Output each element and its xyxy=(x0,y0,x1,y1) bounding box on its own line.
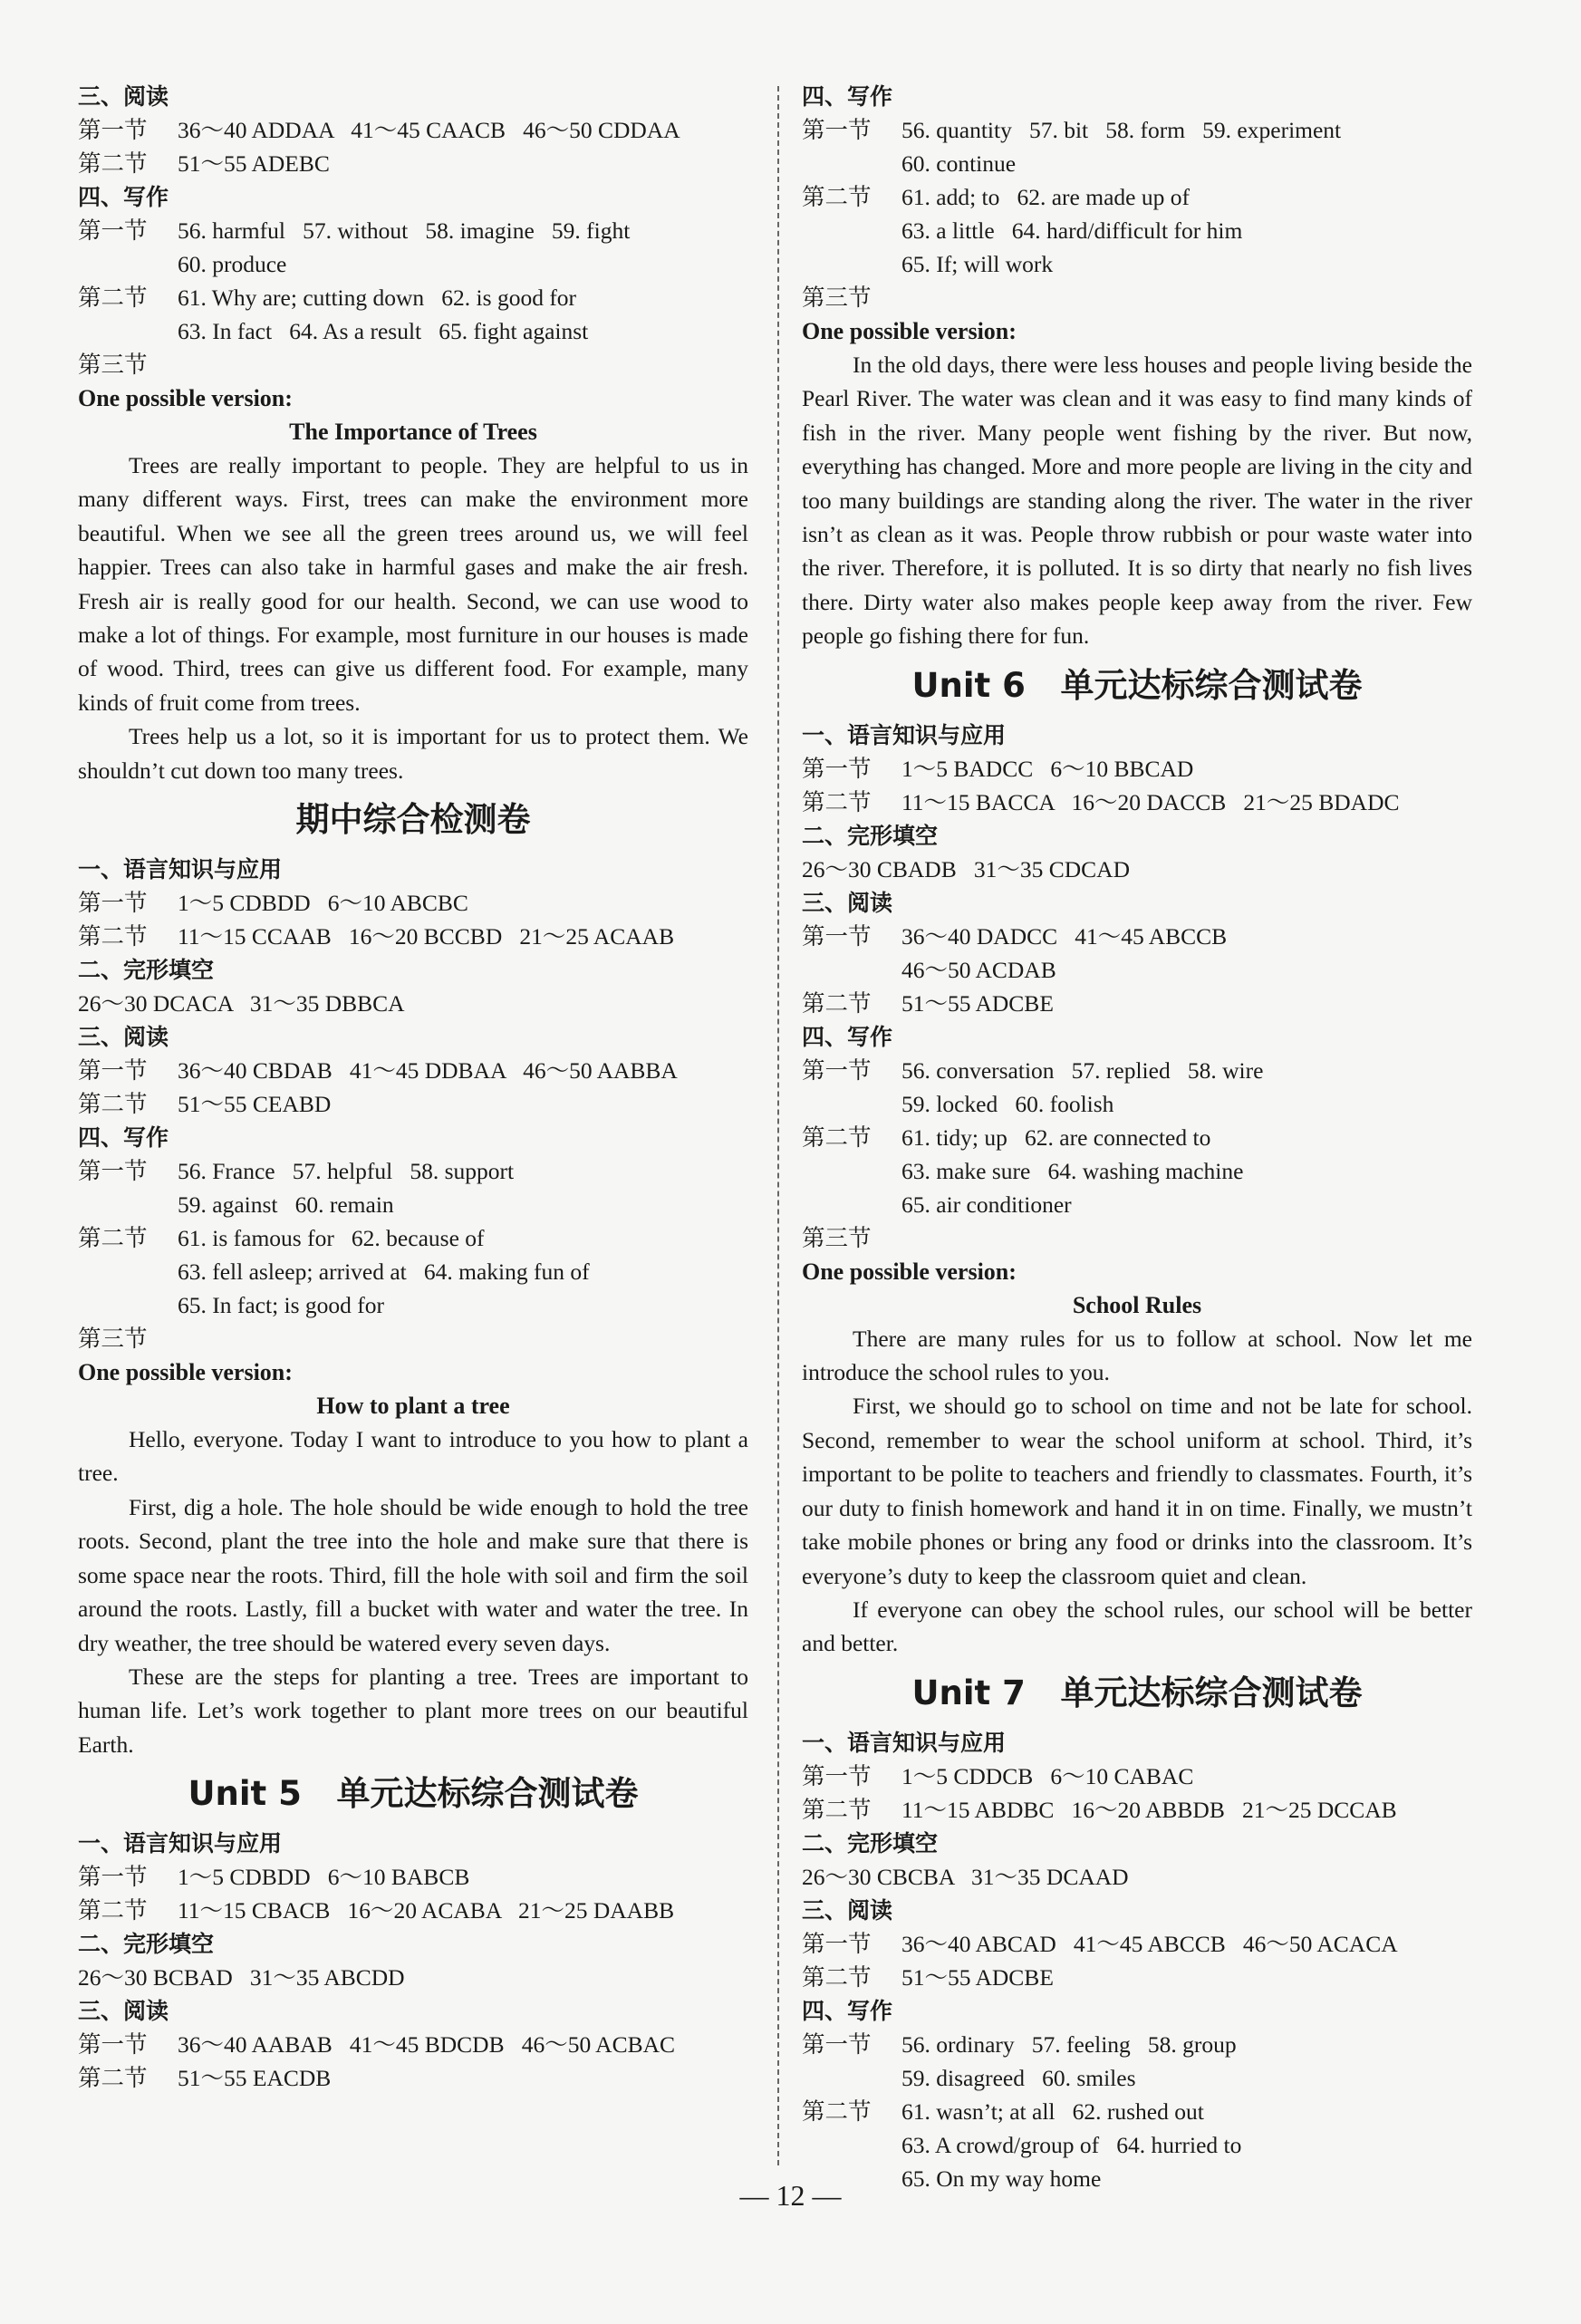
answers: 51～55 ADCBE xyxy=(901,989,1054,1017)
essay-paragraph: Trees are really important to people. They are helpful to us in many different ways. First, trees can make the environment more beautiful. When we see all the green trees around us, we will feel happier. Trees can also take in harmful gases and make the air fresh. Fresh air is really good for our health. Second, we can use wood to make a lot of things. For example, most furniture in our houses is made of wood. Third, trees can give us different food. For example, many kinds of fruit come from trees. xyxy=(78,452,748,716)
answer-line xyxy=(78,1221,748,1255)
part-label: 第二节 xyxy=(802,1123,872,1151)
answers: 56. quantity 57. bit 58. form 59. experiment xyxy=(901,117,1342,143)
answers: 56. conversation 57. replied 58. wire xyxy=(901,1056,1264,1084)
answer-line xyxy=(78,2061,748,2095)
part-label: 第二节 xyxy=(802,184,872,210)
section-title: Unit 7 单元达标综合测试卷 xyxy=(911,1673,1363,1712)
answers: 1～5 BADCC 6～10 BBCAD xyxy=(901,755,1194,782)
answers: 1～5 CDBDD 6～10 ABCBC xyxy=(178,890,468,917)
part-label: 第一节 xyxy=(802,1930,872,1957)
part-label: 第一节 xyxy=(78,117,148,143)
answer-line xyxy=(802,180,1472,214)
essay-paragraph: First, dig a hole. The hole should be wide enough to hold the tree roots. Second, plant the tree into the hole and make sure that there is some space near the roots. Third, fill the hole with soil and firm the soil around the roots. Lastly, fill a bucket with water and water the tree. In dry weather, the tree should be watered every seven days. xyxy=(78,1493,748,1656)
section-heading: 三、阅读 xyxy=(802,1896,893,1924)
answer-line xyxy=(78,1894,748,1927)
page-number: — 12 — xyxy=(739,2179,842,2212)
section-heading: 三、阅读 xyxy=(78,83,169,110)
part-label: 第二节 xyxy=(78,150,148,177)
right-column xyxy=(802,80,1472,2195)
answer-line: 26～30 DCACA 31～35 DBBCA xyxy=(78,990,405,1017)
answers: 36～40 AABAB 41～45 BDCDB 46～50 ACBAC xyxy=(178,2031,676,2059)
part-label: 第一节 xyxy=(78,217,148,244)
part-label: 第二节 xyxy=(78,1897,148,1924)
section-heading: 三、阅读 xyxy=(78,1024,169,1051)
answer-line: 63. make sure 64. washing machine xyxy=(901,1157,1244,1184)
answer-line xyxy=(802,786,1472,819)
part-label: 第一节 xyxy=(802,2030,872,2058)
answer-line: 65. air conditioner xyxy=(901,1191,1072,1218)
answers: 61. wasn’t; at all 62. rushed out xyxy=(901,2097,1204,2125)
possible-version-label: One possible version: xyxy=(78,385,293,411)
essay-paragraph: If everyone can obey the school rules, our school will be better and better. xyxy=(802,1596,1472,1657)
answer-line: 59. against 60. remain xyxy=(178,1191,394,1219)
column-divider xyxy=(777,86,779,2165)
answer-line xyxy=(802,2095,1472,2128)
answer-line xyxy=(802,752,1472,786)
section-heading: 一、语言知识与应用 xyxy=(78,856,283,883)
part-label: 第一节 xyxy=(802,1056,872,1084)
answer-line xyxy=(802,920,1472,953)
section-heading: 四、写作 xyxy=(78,184,169,210)
answers: 61. Why are; cutting down 62. is good for xyxy=(178,284,577,311)
answer-line: 63. a little 64. hard/difficult for him xyxy=(901,217,1243,244)
possible-version-label: One possible version: xyxy=(802,318,1017,344)
part-label: 第一节 xyxy=(802,922,872,950)
answer-line: 63. A crowd/group of 64. hurried to xyxy=(901,2131,1242,2158)
part-label: 第一节 xyxy=(78,1864,148,1891)
answer-line: 26～30 BCBAD 31～35 ABCDD xyxy=(78,1964,405,1991)
part-label: 第一节 xyxy=(78,1158,148,1185)
answers: 51～55 CEABD xyxy=(178,1091,332,1118)
part-label: 第二节 xyxy=(802,1963,872,1991)
part-label: 第三节 xyxy=(78,1326,148,1353)
left-column xyxy=(78,80,748,2095)
part-label: 第一节 xyxy=(78,2031,148,2059)
answers: 11～15 BACCA 16～20 DACCB 21～25 BDADC xyxy=(901,788,1400,815)
answer-line: 59. locked 60. foolish xyxy=(901,1090,1114,1117)
section-heading: 二、完形填空 xyxy=(802,1829,939,1856)
answers: 51～55 ADCBE xyxy=(901,1963,1054,1991)
answer-line xyxy=(802,1054,1472,1087)
answer-line xyxy=(78,1054,748,1087)
answers: 11～15 CCAAB 16～20 BCCBD 21～25 ACAAB xyxy=(178,923,675,950)
essay-paragraph: Trees help us a lot, so it is important for us to protect them. We shouldn’t cut down too many trees. xyxy=(78,723,748,784)
answers: 61. add; to 62. are made up of xyxy=(901,184,1190,210)
answers: 51～55 ADEBC xyxy=(178,150,330,177)
section-heading: 四、写作 xyxy=(802,1997,893,2024)
answers: 36～40 CBDAB 41～45 DDBAA 46～50 AABBA xyxy=(178,1057,678,1085)
essay-title: School Rules xyxy=(1072,1291,1202,1318)
answers: 56. ordinary 57. feeling 58. group xyxy=(901,2030,1237,2058)
answers: 36～40 ADDAA 41～45 CAACB 46～50 CDDAA xyxy=(178,117,680,143)
answer-line xyxy=(802,2028,1472,2061)
answer-line: 59. disagreed 60. smiles xyxy=(901,2064,1136,2091)
essay-paragraph: First, we should go to school on time and not be late for school. Second, remember to wear the school uniform at school. Third, it’s important to be polite to teachers and friendly to classmates. Fourth, it’s our duty to finish homework and hand it in on time. Finally, we mustn’t take mobile phones or bring any food or drinks into the classroom. It’s everyone’s duty to keep the classroom quiet and clean. xyxy=(802,1393,1472,1589)
answer-line xyxy=(78,886,748,920)
section-heading: 二、完形填空 xyxy=(78,1931,215,1958)
answers: 36～40 ABCAD 41～45 ABCCB 46～50 ACACA xyxy=(901,1930,1398,1957)
part-label: 第一节 xyxy=(78,1057,148,1085)
answer-line xyxy=(802,1760,1472,1793)
answer-line xyxy=(78,920,748,953)
answer-line xyxy=(78,281,748,314)
answer-line: 26～30 CBADB 31～35 CDCAD xyxy=(802,855,1130,882)
answers: 36～40 DADCC 41～45 ABCCB xyxy=(901,922,1228,950)
section-title: Unit 5 单元达标综合测试卷 xyxy=(188,1774,639,1814)
answer-line xyxy=(78,1860,748,1894)
answer-line: 60. produce xyxy=(178,251,287,277)
essay-title: How to plant a tree xyxy=(316,1393,510,1420)
possible-version-label: One possible version: xyxy=(802,1258,1017,1285)
answer-line xyxy=(78,1154,748,1188)
answer-line xyxy=(802,1927,1472,1961)
answers: 1～5 CDBDD 6～10 BABCB xyxy=(178,1864,470,1891)
section-heading: 一、语言知识与应用 xyxy=(78,1830,283,1857)
section-title: 期中综合检测卷 xyxy=(295,800,531,840)
answers: 1～5 CDDCB 6～10 CABAC xyxy=(901,1762,1194,1789)
answers: 51～55 EACDB xyxy=(178,2065,332,2092)
answer-line: 65. If; will work xyxy=(901,251,1054,277)
section-heading: 一、语言知识与应用 xyxy=(802,1729,1007,1756)
part-label: 第一节 xyxy=(802,755,872,782)
answer-line xyxy=(78,2028,748,2061)
answers: 11～15 ABDBC 16～20 ABBDB 21～25 DCCAB xyxy=(901,1796,1397,1823)
essay-paragraph: These are the steps for planting a tree. Trees are important to human life. Let’s work together to plant more trees on our beautiful Earth. xyxy=(78,1663,748,1758)
answer-line: 63. fell asleep; arrived at 64. making fun of xyxy=(178,1258,590,1286)
answers: 61. is famous for 62. because of xyxy=(178,1225,485,1252)
section-heading: 二、完形填空 xyxy=(78,957,215,984)
answer-line: 26～30 CBCBA 31～35 DCAAD xyxy=(802,1863,1129,1890)
part-label: 第二节 xyxy=(78,1225,148,1252)
section-heading: 四、写作 xyxy=(78,1124,169,1152)
part-label: 第二节 xyxy=(802,989,872,1017)
answer-line xyxy=(78,113,748,147)
answer-line: 65. On my way home xyxy=(901,2165,1102,2192)
answer-line xyxy=(78,1087,748,1121)
section-title: Unit 6 单元达标综合测试卷 xyxy=(911,665,1363,705)
part-label: 第二节 xyxy=(802,788,872,815)
section-heading: 二、完形填空 xyxy=(802,822,939,849)
part-label: 第二节 xyxy=(78,2065,148,2092)
answers: 56. harmful 57. without 58. imagine 59. fight xyxy=(178,217,631,244)
part-label: 第二节 xyxy=(78,923,148,950)
part-label: 第一节 xyxy=(802,1762,872,1789)
part-label: 第二节 xyxy=(78,1091,148,1118)
section-heading: 三、阅读 xyxy=(78,1998,169,2025)
essay-paragraph: Hello, everyone. Today I want to introduce to you how to plant a tree. xyxy=(78,1426,748,1487)
answer-line xyxy=(802,1961,1472,1994)
possible-version-label: One possible version: xyxy=(78,1359,293,1386)
answer-line xyxy=(802,987,1472,1020)
part-label: 第一节 xyxy=(802,117,872,143)
part-label: 第三节 xyxy=(802,1224,872,1251)
part-label: 第三节 xyxy=(78,352,148,378)
section-heading: 一、语言知识与应用 xyxy=(802,721,1007,748)
answer-line xyxy=(802,1121,1472,1154)
part-label: 第一节 xyxy=(78,890,148,917)
answers: 61. tidy; up 62. are connected to xyxy=(901,1123,1211,1151)
answer-line xyxy=(802,1793,1472,1827)
section-heading: 三、阅读 xyxy=(802,889,893,916)
answer-line xyxy=(78,147,748,180)
answers: 11～15 CBACB 16～20 ACABA 21～25 DAABB xyxy=(178,1897,675,1924)
part-label: 第二节 xyxy=(802,2097,872,2125)
part-label: 第二节 xyxy=(78,284,148,311)
answer-line xyxy=(78,214,748,247)
section-heading: 四、写作 xyxy=(802,1023,893,1050)
answer-line xyxy=(802,113,1472,147)
essay-title: The Importance of Trees xyxy=(289,419,537,445)
part-label: 第三节 xyxy=(802,284,872,311)
answer-line: 63. In fact 64. As a result 65. fight against xyxy=(178,318,589,344)
essay-paragraph: In the old days, there were less houses and people living beside the Pearl River. The water was clean and it was easy to find many kinds of fish in the river. Many people went fishing by the river. But now, everything has changed. More and more people are living in the city and too many buildings are standing along the river. The water in the river isn’t as clean as it was. People throw rubbish or pour waste water into the river. Therefore, it is polluted. It is so dirty that nearly no fish lives there. Dirty water also makes people keep away from the river. Few people go fishing there for fun. xyxy=(802,352,1472,650)
answer-line: 65. In fact; is good for xyxy=(178,1292,385,1319)
section-heading: 四、写作 xyxy=(802,83,893,110)
answers: 56. France 57. helpful 58. support xyxy=(178,1158,515,1185)
answer-line: 46～50 ACDAB xyxy=(901,956,1056,983)
answer-line: 60. continue xyxy=(901,150,1017,177)
part-label: 第二节 xyxy=(802,1796,872,1823)
essay-paragraph: There are many rules for us to follow at school. Now let me introduce the school rules to you. xyxy=(802,1325,1472,1386)
